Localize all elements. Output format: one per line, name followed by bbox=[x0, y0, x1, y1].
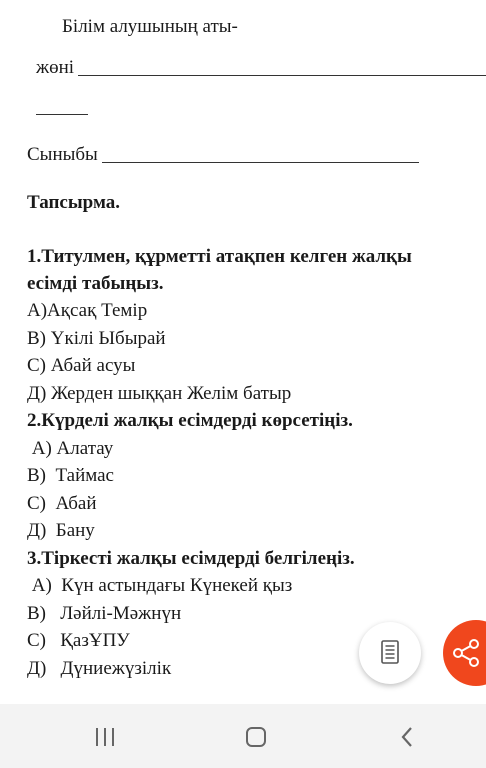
question-1-option-b: В) Үкілі Ыбырай bbox=[27, 328, 166, 349]
question-1-option-d: Д) Жерден шыққан Желім батыр bbox=[27, 383, 292, 404]
recents-button[interactable] bbox=[90, 722, 120, 752]
document-icon bbox=[379, 640, 401, 666]
class-label: Сыныбы bbox=[27, 144, 98, 165]
share-button[interactable] bbox=[443, 620, 486, 686]
name-underline-2 bbox=[36, 114, 88, 115]
home-icon bbox=[244, 725, 268, 749]
question-1-option-a: А)Ақсақ Темір bbox=[27, 300, 148, 321]
name-label: Білім алушының аты- bbox=[62, 16, 238, 37]
question-1-title-cont: есімді табыңыз. bbox=[27, 273, 164, 294]
question-3-option-b: В) Ләйлі-Мәжнүн bbox=[27, 603, 182, 624]
question-1-title: 1.Титулмен, құрметті атақпен келген жалқы bbox=[27, 246, 412, 267]
question-2-option-d: Д) Бану bbox=[27, 520, 95, 541]
question-2-option-c: С) Абай bbox=[27, 493, 97, 514]
question-1-option-c: С) Абай асуы bbox=[27, 355, 136, 376]
back-button[interactable] bbox=[392, 722, 422, 752]
name-underline bbox=[78, 75, 486, 76]
question-3-option-d: Д) Дүниежүзілік bbox=[27, 658, 172, 679]
question-3-title: 3.Тіркесті жалқы есімдерді белгілеңіз. bbox=[27, 548, 355, 569]
task-title: Тапсырма. bbox=[27, 192, 121, 213]
back-icon bbox=[397, 725, 417, 749]
share-icon bbox=[451, 638, 481, 668]
class-underline bbox=[102, 162, 419, 163]
question-2-option-b: В) Таймас bbox=[27, 465, 114, 486]
recents-icon bbox=[93, 726, 117, 748]
document-button[interactable] bbox=[359, 622, 421, 684]
navigation-bar bbox=[0, 704, 486, 768]
name-label-cont: жөні bbox=[36, 57, 75, 78]
home-button[interactable] bbox=[241, 722, 271, 752]
question-2-option-a: А) Алатау bbox=[27, 438, 114, 459]
question-3-option-a: А) Күн астындағы Күнекей қыз bbox=[27, 575, 293, 596]
question-3-option-c: С) ҚазҰПУ bbox=[27, 630, 130, 651]
question-2-title: 2.Күрделі жалқы есімдерді көрсетіңіз. bbox=[27, 410, 353, 431]
